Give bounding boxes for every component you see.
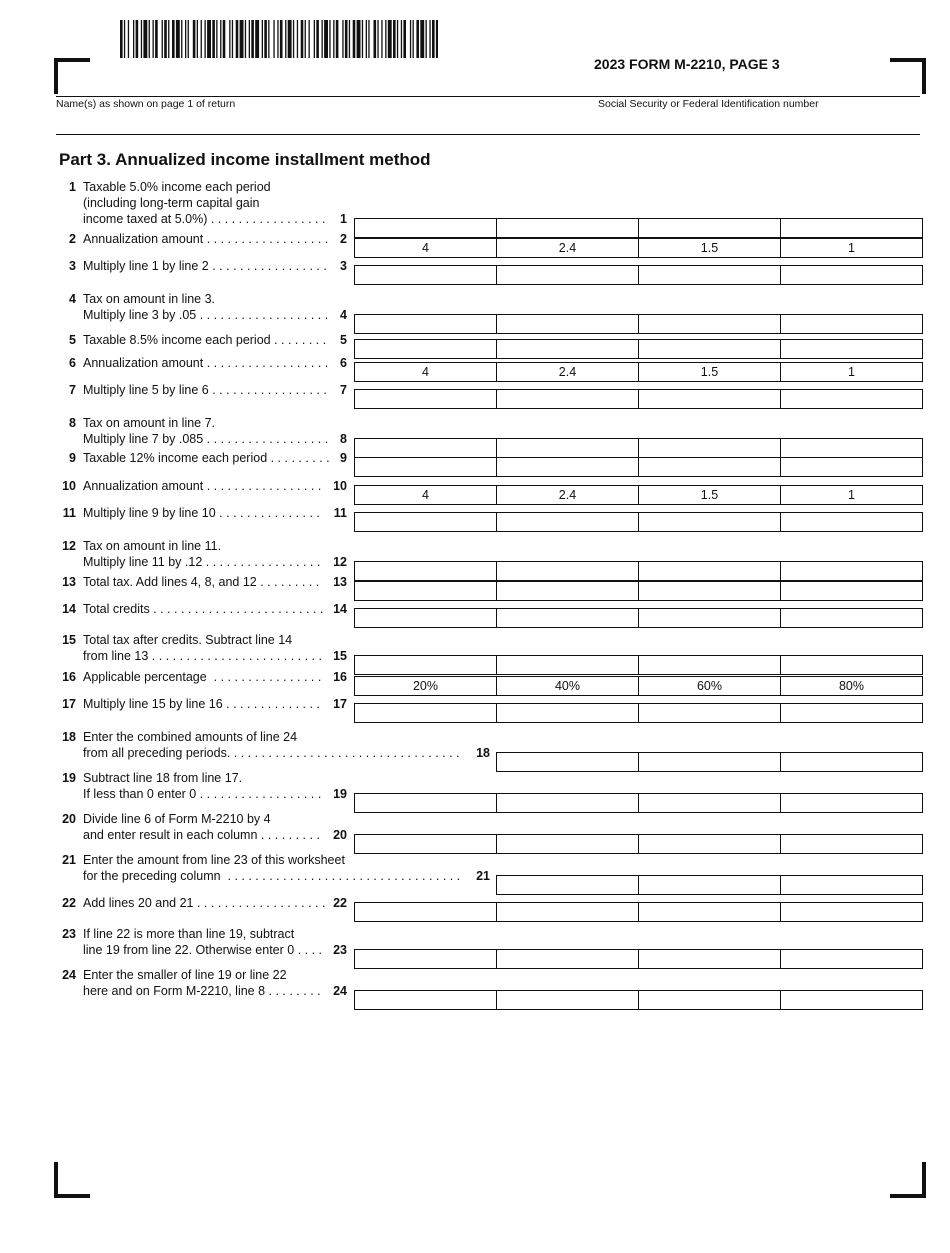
line-number: 17 [62, 697, 76, 711]
amount-cells [354, 676, 923, 696]
amount-field[interactable] [780, 704, 922, 722]
line-reference: 5 [340, 333, 347, 347]
amount-field[interactable] [496, 835, 638, 853]
barcode-icon [120, 20, 438, 58]
part-title: Part 3. Annualized income installment method [59, 150, 431, 169]
line-number: 7 [69, 383, 76, 397]
line-number: 6 [69, 356, 76, 370]
amount-field[interactable] [638, 513, 780, 531]
amount-field[interactable] [780, 876, 922, 894]
amount-field[interactable] [780, 390, 922, 408]
amount-field[interactable] [496, 266, 638, 284]
line-description: Add lines 20 and 21 . . . . . . . . . . . . . . . . . . . [83, 896, 326, 910]
amount-field: 4 [422, 365, 429, 379]
amount-field[interactable] [496, 458, 638, 476]
line-reference: 23 [333, 943, 347, 957]
line-description: Multiply line 5 by line 6 . . . . . . . . . . . . . . . . . [83, 383, 327, 397]
name-field-rule[interactable] [56, 134, 920, 135]
form-title: 2023 FORM M-2210, PAGE 3 [594, 56, 780, 72]
line-number: 11 [62, 506, 76, 520]
amount-cells [354, 265, 923, 285]
amount-field: 80% [780, 677, 922, 695]
amount-field: 1 [780, 239, 922, 257]
registration-mark-top-left [54, 58, 90, 94]
line-reference: 3 [340, 259, 347, 273]
line-number: 14 [62, 602, 76, 616]
amount-field[interactable] [638, 950, 780, 968]
amount-cells [354, 561, 923, 581]
amount-field[interactable] [497, 876, 638, 894]
amount-field[interactable] [496, 439, 638, 457]
amount-cells [354, 655, 923, 675]
amount-field[interactable] [780, 582, 922, 600]
line-reference: 12 [333, 555, 347, 569]
amount-field[interactable] [638, 562, 780, 580]
amount-field[interactable] [496, 219, 638, 237]
line-reference: 14 [333, 602, 347, 616]
amount-field[interactable] [780, 903, 922, 921]
line-reference: 24 [333, 984, 347, 998]
line-description: Enter the combined amounts of line 24 from all preceding periods. . . . . . . . . . . . . . . . . . . . . . . . . . . . . . . . . . [83, 730, 460, 760]
amount-field[interactable] [355, 903, 496, 921]
amount-field[interactable] [638, 876, 780, 894]
amount-field[interactable] [355, 835, 496, 853]
amount-field[interactable] [638, 704, 780, 722]
amount-cells [354, 902, 923, 922]
registration-mark-top-right [890, 58, 926, 94]
line-number: 8 [69, 416, 76, 430]
line-reference: 1 [340, 212, 347, 226]
amount-field: 1.5 [638, 363, 780, 381]
amount-cells [354, 362, 923, 382]
registration-mark-bottom-left [54, 1162, 90, 1198]
line-description: Tax on amount in line 3. Multiply line 3 by .05 . . . . . . . . . . . . . . . . . . . [83, 292, 329, 322]
amount-field[interactable] [355, 315, 496, 333]
line-number: 18 [62, 730, 76, 744]
ssn-label: Social Security or Federal Identification number [598, 98, 819, 110]
amount-field[interactable] [780, 439, 922, 457]
line-reference: 22 [333, 896, 347, 910]
amount-cells [496, 875, 923, 895]
line-description: Tax on amount in line 11. Multiply line 11 by .12 . . . . . . . . . . . . . . . . . [83, 539, 321, 569]
line-description: Applicable percentage . . . . . . . . . . . . . . . . [83, 670, 322, 684]
line-number: 9 [69, 451, 76, 465]
amount-field[interactable] [355, 458, 496, 476]
line-description: Multiply line 9 by line 10 . . . . . . . . . . . . . . . [83, 506, 320, 520]
amount-field[interactable] [780, 609, 922, 627]
line-reference: 2 [340, 232, 347, 246]
amount-field[interactable] [496, 340, 638, 358]
amount-field[interactable] [496, 656, 638, 674]
amount-field[interactable] [638, 753, 780, 771]
amount-field: 40% [496, 677, 638, 695]
amount-field[interactable] [355, 582, 496, 600]
amount-cells [354, 834, 923, 854]
amount-field[interactable] [780, 835, 922, 853]
amount-field: 20% [412, 679, 439, 693]
amount-cells [354, 990, 923, 1010]
amount-field[interactable] [496, 903, 638, 921]
amount-field: 2.4 [496, 239, 638, 257]
registration-mark-bottom-right [890, 1162, 926, 1198]
line-reference: 8 [340, 432, 347, 446]
amount-cells [354, 949, 923, 969]
amount-field[interactable] [355, 513, 496, 531]
amount-cells [354, 581, 923, 601]
amount-field[interactable] [780, 219, 922, 237]
line-number: 10 [62, 479, 76, 493]
amount-field[interactable] [355, 219, 496, 237]
line-description: Subtract line 18 from line 17. If less than 0 enter 0 . . . . . . . . . . . . . . . . . . [83, 771, 322, 801]
amount-field[interactable] [638, 458, 780, 476]
amount-field[interactable] [355, 794, 496, 812]
amount-field[interactable] [638, 315, 780, 333]
amount-cells [354, 512, 923, 532]
amount-field: 2.4 [496, 486, 638, 504]
line-reference: 6 [340, 356, 347, 370]
line-description: Divide line 6 of Form M-2210 by 4 and enter result in each column . . . . . . . . . [83, 812, 320, 842]
amount-field[interactable] [638, 219, 780, 237]
amount-field[interactable] [497, 753, 638, 771]
amount-field[interactable] [496, 950, 638, 968]
amount-field[interactable] [638, 991, 780, 1009]
line-reference: 16 [333, 670, 347, 684]
amount-field[interactable] [780, 315, 922, 333]
line-reference: 10 [333, 479, 347, 493]
amount-field[interactable] [638, 266, 780, 284]
line-description: Enter the amount from line 23 of this worksheet for the preceding column . . . . . . . . . . . . . . . . . . . . . . . . . . . . . . . . . . [83, 853, 461, 883]
amount-field[interactable] [496, 582, 638, 600]
amount-field[interactable] [780, 753, 922, 771]
line-number: 21 [62, 853, 76, 867]
line-reference: 13 [333, 575, 347, 589]
amount-field[interactable] [780, 513, 922, 531]
line-number: 19 [62, 771, 76, 785]
line-number: 5 [69, 333, 76, 347]
amount-cells [354, 314, 923, 334]
amount-field[interactable] [355, 439, 496, 457]
amount-field[interactable] [780, 991, 922, 1009]
line-description: Annualization amount . . . . . . . . . . . . . . . . . [83, 479, 322, 493]
amount-field[interactable] [638, 582, 780, 600]
amount-field[interactable] [638, 390, 780, 408]
line-description: Tax on amount in line 7. Multiply line 7 by .085 . . . . . . . . . . . . . . . . . . [83, 416, 329, 446]
amount-field: 1 [780, 363, 922, 381]
amount-field[interactable] [780, 458, 922, 476]
amount-field[interactable] [638, 656, 780, 674]
line-reference: 11 [333, 506, 347, 520]
amount-field[interactable] [496, 315, 638, 333]
amount-cells [496, 752, 923, 772]
amount-field[interactable] [355, 704, 496, 722]
line-description: Total tax. Add lines 4, 8, and 12 . . . . . . . . . [83, 575, 320, 589]
amount-cells [354, 438, 923, 458]
amount-field[interactable] [496, 390, 638, 408]
line-description: Taxable 5.0% income each period (including long-term capital gain income taxed at 5.0%) . . . . . . . . . . . . . . . . . [83, 180, 326, 226]
line-description: Total tax after credits. Subtract line 14 from line 13 . . . . . . . . . . . . . . . . . . . . . . . . . [83, 633, 322, 663]
line-description: Annualization amount . . . . . . . . . . . . . . . . . . [83, 356, 329, 370]
amount-field: 1 [780, 486, 922, 504]
amount-field[interactable] [496, 991, 638, 1009]
line-description: Total credits . . . . . . . . . . . . . . . . . . . . . . . . . [83, 602, 324, 616]
amount-field[interactable] [496, 562, 638, 580]
amount-cells [354, 608, 923, 628]
amount-cells [354, 457, 923, 477]
line-description: Multiply line 15 by line 16 . . . . . . . . . . . . . . [83, 697, 320, 711]
amount-cells [354, 703, 923, 723]
amount-field[interactable] [496, 513, 638, 531]
amount-field[interactable] [638, 439, 780, 457]
line-number: 2 [69, 232, 76, 246]
line-description: Taxable 8.5% income each period . . . . . . . . [83, 333, 327, 347]
amount-field: 2.4 [496, 363, 638, 381]
amount-field[interactable] [355, 562, 496, 580]
amount-cells [354, 218, 923, 238]
amount-field[interactable] [638, 340, 780, 358]
line-description: Enter the smaller of line 19 or line 22 here and on Form M-2210, line 8 . . . . . . . . [83, 968, 321, 998]
line-reference: 4 [340, 308, 347, 322]
amount-field[interactable] [496, 704, 638, 722]
amount-field[interactable] [355, 991, 496, 1009]
line-number: 1 [69, 180, 76, 194]
amount-field[interactable] [355, 656, 496, 674]
header-rule [56, 96, 920, 97]
amount-field[interactable] [496, 794, 638, 812]
amount-field[interactable] [780, 340, 922, 358]
line-description: Taxable 12% income each period . . . . . . . . . [83, 451, 330, 465]
line-number: 23 [62, 927, 76, 941]
amount-field[interactable] [355, 390, 496, 408]
amount-field[interactable] [355, 609, 496, 627]
amount-field[interactable] [496, 609, 638, 627]
amount-field: 4 [422, 488, 429, 502]
amount-field[interactable] [780, 656, 922, 674]
line-number: 22 [62, 896, 76, 910]
line-description: If line 22 is more than line 19, subtract line 19 from line 22. Otherwise enter 0 . . . . [83, 927, 323, 957]
amount-field[interactable] [355, 340, 496, 358]
line-reference: 21 [476, 869, 490, 883]
line-reference: 19 [333, 787, 347, 801]
line-number: 4 [69, 292, 76, 306]
amount-field[interactable] [638, 903, 780, 921]
line-reference: 17 [333, 697, 347, 711]
name-label: Name(s) as shown on page 1 of return [56, 98, 236, 110]
amount-field[interactable] [780, 950, 922, 968]
amount-field[interactable] [638, 794, 780, 812]
amount-field[interactable] [638, 609, 780, 627]
line-reference: 9 [340, 451, 347, 465]
line-number: 16 [62, 670, 76, 684]
line-reference: 15 [333, 649, 347, 663]
line-reference: 18 [476, 746, 490, 760]
line-number: 15 [62, 633, 76, 647]
line-number: 24 [62, 968, 76, 982]
line-number: 3 [69, 259, 76, 273]
line-reference: 7 [340, 383, 347, 397]
line-description: Multiply line 1 by line 2 . . . . . . . . . . . . . . . . . [83, 259, 327, 273]
amount-field[interactable] [780, 794, 922, 812]
amount-field[interactable] [780, 266, 922, 284]
amount-cells [354, 793, 923, 813]
line-number: 13 [62, 575, 76, 589]
amount-field: 1.5 [638, 239, 780, 257]
amount-field[interactable] [355, 950, 496, 968]
amount-field: 1.5 [638, 486, 780, 504]
amount-cells [354, 238, 923, 258]
line-reference: 20 [333, 828, 347, 842]
amount-field: 60% [638, 677, 780, 695]
line-number: 12 [62, 539, 76, 553]
line-number: 20 [62, 812, 76, 826]
amount-field: 4 [422, 241, 429, 255]
amount-cells [354, 389, 923, 409]
line-description: Annualization amount . . . . . . . . . . . . . . . . . . [83, 232, 329, 246]
amount-field[interactable] [638, 835, 780, 853]
amount-field[interactable] [355, 266, 496, 284]
amount-cells [354, 339, 923, 359]
amount-field[interactable] [780, 562, 922, 580]
amount-cells [354, 485, 923, 505]
